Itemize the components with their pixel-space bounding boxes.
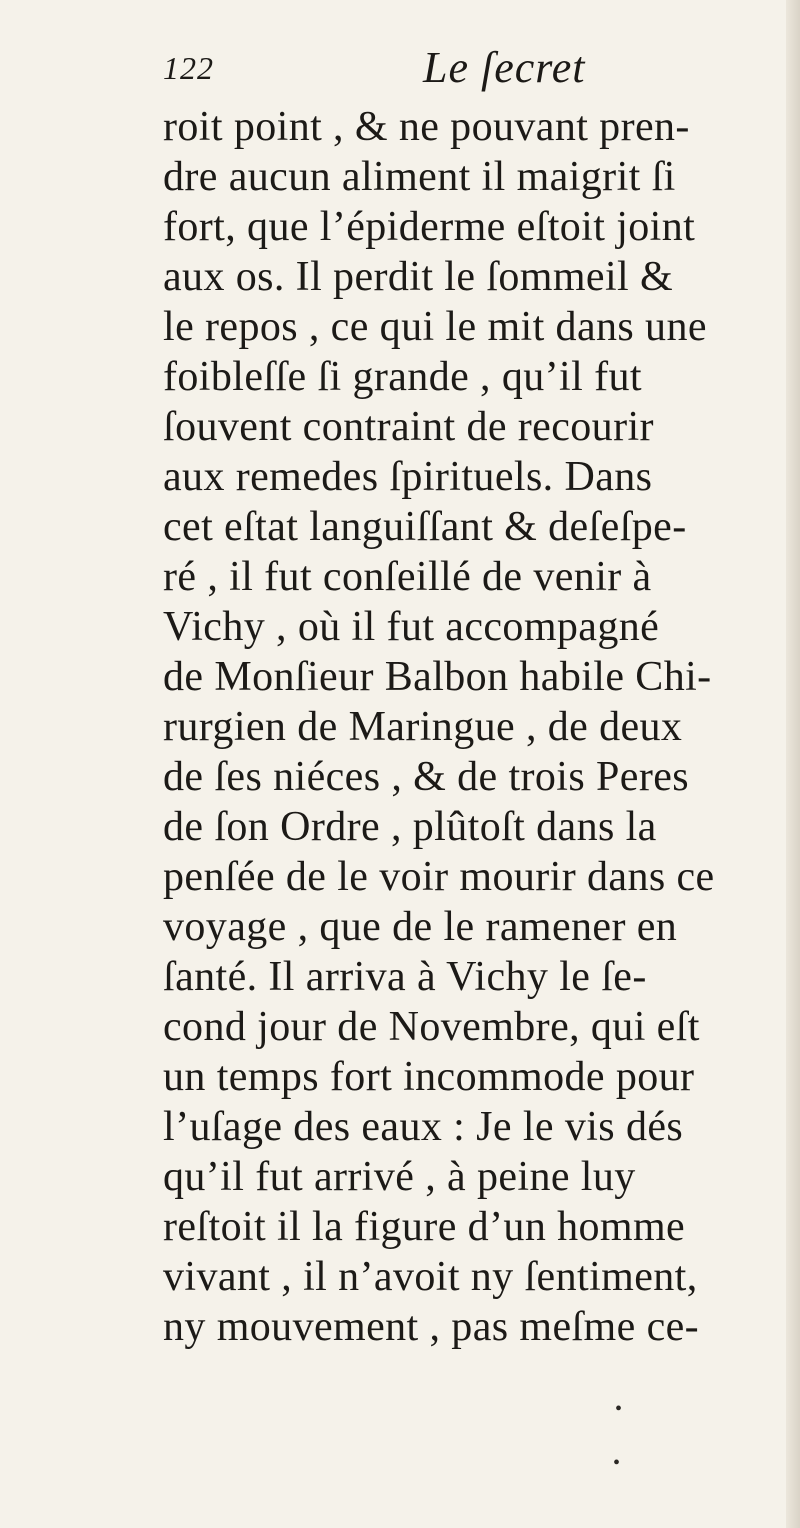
text-line: foibleſſe ſi grande , qu’il fut [163, 354, 642, 400]
footer-mark: • [615, 1398, 623, 1420]
text-line: voyage , que de le ramener en [163, 904, 678, 950]
text-line: un temps fort incommode pour [163, 1054, 695, 1100]
running-title: Le ſecret [423, 43, 586, 92]
text-line: ré , il fut conſeillé de venir à [163, 554, 652, 600]
text-line: dre aucun aliment il maigrit ſi [163, 154, 676, 200]
body-text [163, 102, 791, 1352]
text-line: cet eſtat languiſſant & deſeſpe- [163, 504, 687, 550]
text-line: ſanté. Il arriva à Vichy le ſe- [163, 954, 647, 1000]
text-line: vivant , il n’avoit ny ſentiment, [163, 1254, 698, 1300]
text-line: le repos , ce qui le mit dans une [163, 304, 707, 350]
text-line: rurgien de Maringue , de deux [163, 704, 683, 750]
text-line: penſée de le voir mourir dans ce [163, 854, 715, 900]
text-line: Vichy , où il fut accompagné [163, 604, 660, 650]
text-line: de Monſieur Balbon habile Chi- [163, 654, 712, 700]
footer-mark: • [613, 1452, 621, 1474]
text-line: aux remedes ſpirituels. Dans [163, 454, 653, 500]
text-line: qu’il fut arrivé , à peine luy [163, 1154, 636, 1200]
text-line: fort, que l’épiderme eſtoit joint [163, 204, 696, 250]
text-line: de ſes niéces , & de trois Peres [163, 754, 689, 800]
text-line: aux os. Il perdit le ſommeil & [163, 254, 674, 300]
text-line: ſouvent contraint de recourir [163, 404, 654, 450]
text-line: ny mouvement , pas meſme ce- [163, 1304, 700, 1350]
text-line: cond jour de Novembre, qui eſt [163, 1004, 700, 1050]
text-line: roit point , & ne pouvant pren- [163, 104, 690, 150]
text-line: l’uſage des eaux : Je le vis dés [163, 1104, 684, 1150]
text-line: de ſon Ordre , plûtoſt dans la [163, 804, 657, 850]
page-header [163, 40, 723, 96]
page-number: 122 [163, 50, 214, 86]
text-line: reſtoit il la figure d’un homme [163, 1204, 686, 1250]
